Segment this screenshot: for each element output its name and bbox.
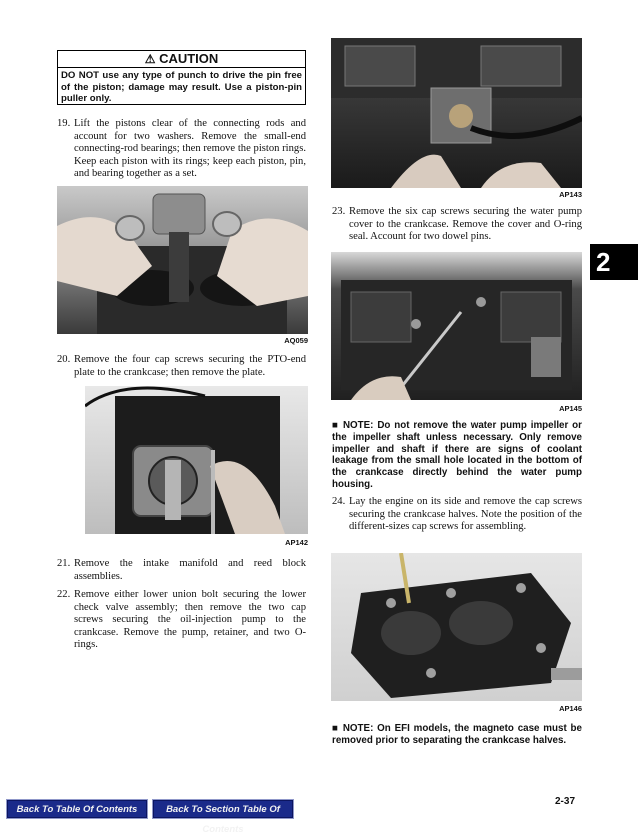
caption-ap145: AP145 — [559, 404, 582, 413]
note-text: On EFI models, the magneto case must be removed prior to separating the crankcase halves. — [332, 723, 582, 746]
note-efi-magneto — [332, 723, 582, 747]
step-text: Remove the six cap screws securing the water pump cover to the crankcase. Remove the cover and O-ring seal. Account for two dowel pins. — [349, 206, 582, 243]
step-number: 19. — [57, 118, 71, 129]
photo-crankcase-halves — [331, 553, 582, 701]
note-marker-icon: ■ — [332, 723, 340, 734]
caption-ap142: AP142 — [285, 538, 308, 547]
back-to-section-toc-button[interactable]: Back To Section Table Of Contents — [152, 799, 294, 819]
caption-ap146: AP146 — [559, 704, 582, 713]
step-number: 23. — [332, 206, 346, 217]
step-number: 22. — [57, 589, 71, 600]
step-24 — [332, 496, 582, 534]
note-label: NOTE: — [342, 420, 374, 431]
step-number: 21. — [57, 558, 71, 569]
note-marker-icon: ■ — [332, 420, 340, 431]
section-tab: 2 — [590, 244, 638, 280]
step-text: Lay the engine on its side and remove the cap screws securing the crankcase halves. Note the position of the different-sizes cap screws for assembling. — [349, 496, 582, 533]
page-number: 2-37 — [555, 796, 576, 807]
back-to-toc-button[interactable]: Back To Table Of Contents — [6, 799, 148, 819]
step-22 — [57, 589, 306, 652]
step-21 — [57, 558, 306, 583]
step-text: Lift the pistons clear of the connecting rods and account for two washers. Remove the small-end connecting-rod bearings; then remove the piston rings. Keep each piston with its rings; keep each piston, pin, and bearing together as a set. — [74, 118, 306, 180]
photo-pto-plate — [85, 386, 308, 534]
step-20 — [57, 354, 306, 379]
warning-triangle-icon: ⚠ — [144, 52, 156, 66]
caption-ap143: AP143 — [559, 190, 582, 199]
step-text: Remove the four cap screws securing the PTO-end plate to the crankcase; then remove the plate. — [74, 354, 306, 378]
caution-box — [57, 50, 306, 105]
step-19 — [57, 118, 306, 181]
photo-water-pump-cover — [331, 252, 582, 400]
note-label: NOTE: — [342, 723, 374, 734]
caution-text: DO NOT use any type of punch to drive the pin free of the piston; damage may result. Use a piston-pin puller only. — [61, 70, 302, 104]
caution-heading: CAUTION — [159, 51, 219, 66]
caption-aq059: AQ059 — [284, 336, 308, 345]
note-text: Do not remove the water pump impeller or the impeller shaft unless necessary. Only remove impeller and shaft if there are signs of coolant leakage from the small hole located in the bottom of the crankcase directly behind the water pump housing. — [332, 420, 582, 490]
step-number: 24. — [332, 496, 346, 507]
note-water-pump — [332, 420, 582, 491]
step-23 — [332, 206, 582, 244]
step-text: Remove either lower union bolt securing the lower check valve assembly; then remove the two cap screws securing the oil-injection pump to the crankcase. Remove the pump, retainer, and two O-rings. — [74, 589, 306, 651]
photo-oil-pump — [331, 38, 582, 188]
caution-header — [58, 51, 305, 68]
photo-pistons — [57, 186, 308, 334]
step-number: 20. — [57, 354, 71, 365]
step-text: Remove the intake manifold and reed block assemblies. — [74, 558, 306, 582]
